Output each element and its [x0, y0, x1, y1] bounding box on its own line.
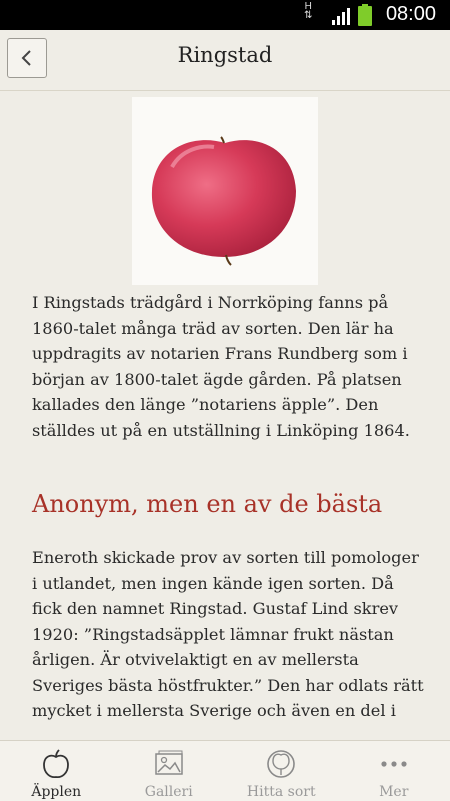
network-type-indicator: H ⇅: [304, 2, 312, 20]
article-paragraph: I Ringstads trädgård i Norrköping fanns på 1860-talet många träd av sorten. Den lär ha uppdragits av notarien Frans Rundberg som i början av 1800-talet ägde gården. På platsen kallades den länge ”notariens äpple”. Den ställdes ut på en utställning i Linköping 1864.: [32, 290, 427, 443]
top-bar: [0, 30, 450, 91]
article-content[interactable]: [0, 91, 450, 740]
nav-label: Galleri: [113, 784, 226, 800]
nav-label: Hitta sort: [225, 784, 338, 800]
status-time: 08:00: [386, 3, 436, 26]
apple-icon: [39, 747, 73, 781]
nav-item-apples[interactable]: [0, 741, 113, 801]
more-icon: [377, 747, 411, 781]
nav-item-more[interactable]: [338, 741, 450, 801]
nav-label: Äpplen: [0, 784, 113, 800]
bottom-navigation: [0, 740, 450, 801]
signal-icon: [332, 6, 354, 25]
nav-item-find-variety[interactable]: [225, 741, 338, 801]
article-paragraph: Eneroth skickade prov av sorten till pomologer i utlandet, men ingen kände igen sorten. Då fick den namnet Ringstad. Gustaf Lind skrev 1920: ”Ringstadsäpplet lämnar frukt nästan årligen. Är otvivelaktigt en av mellersta Sveriges bästa höstfrukter.” Den har odlats rätt mycket i mellersta Sverige och även en del i: [32, 545, 427, 724]
page-title: Ringstad: [0, 43, 450, 67]
find-variety-icon: [264, 747, 298, 781]
status-bar: [0, 0, 450, 30]
nav-item-gallery[interactable]: [113, 741, 226, 801]
battery-icon: [358, 4, 372, 26]
apple-illustration: [132, 97, 318, 285]
gallery-icon: [152, 747, 186, 781]
section-heading: Anonym, men en av de bästa: [32, 490, 382, 518]
nav-label: Mer: [338, 784, 450, 800]
